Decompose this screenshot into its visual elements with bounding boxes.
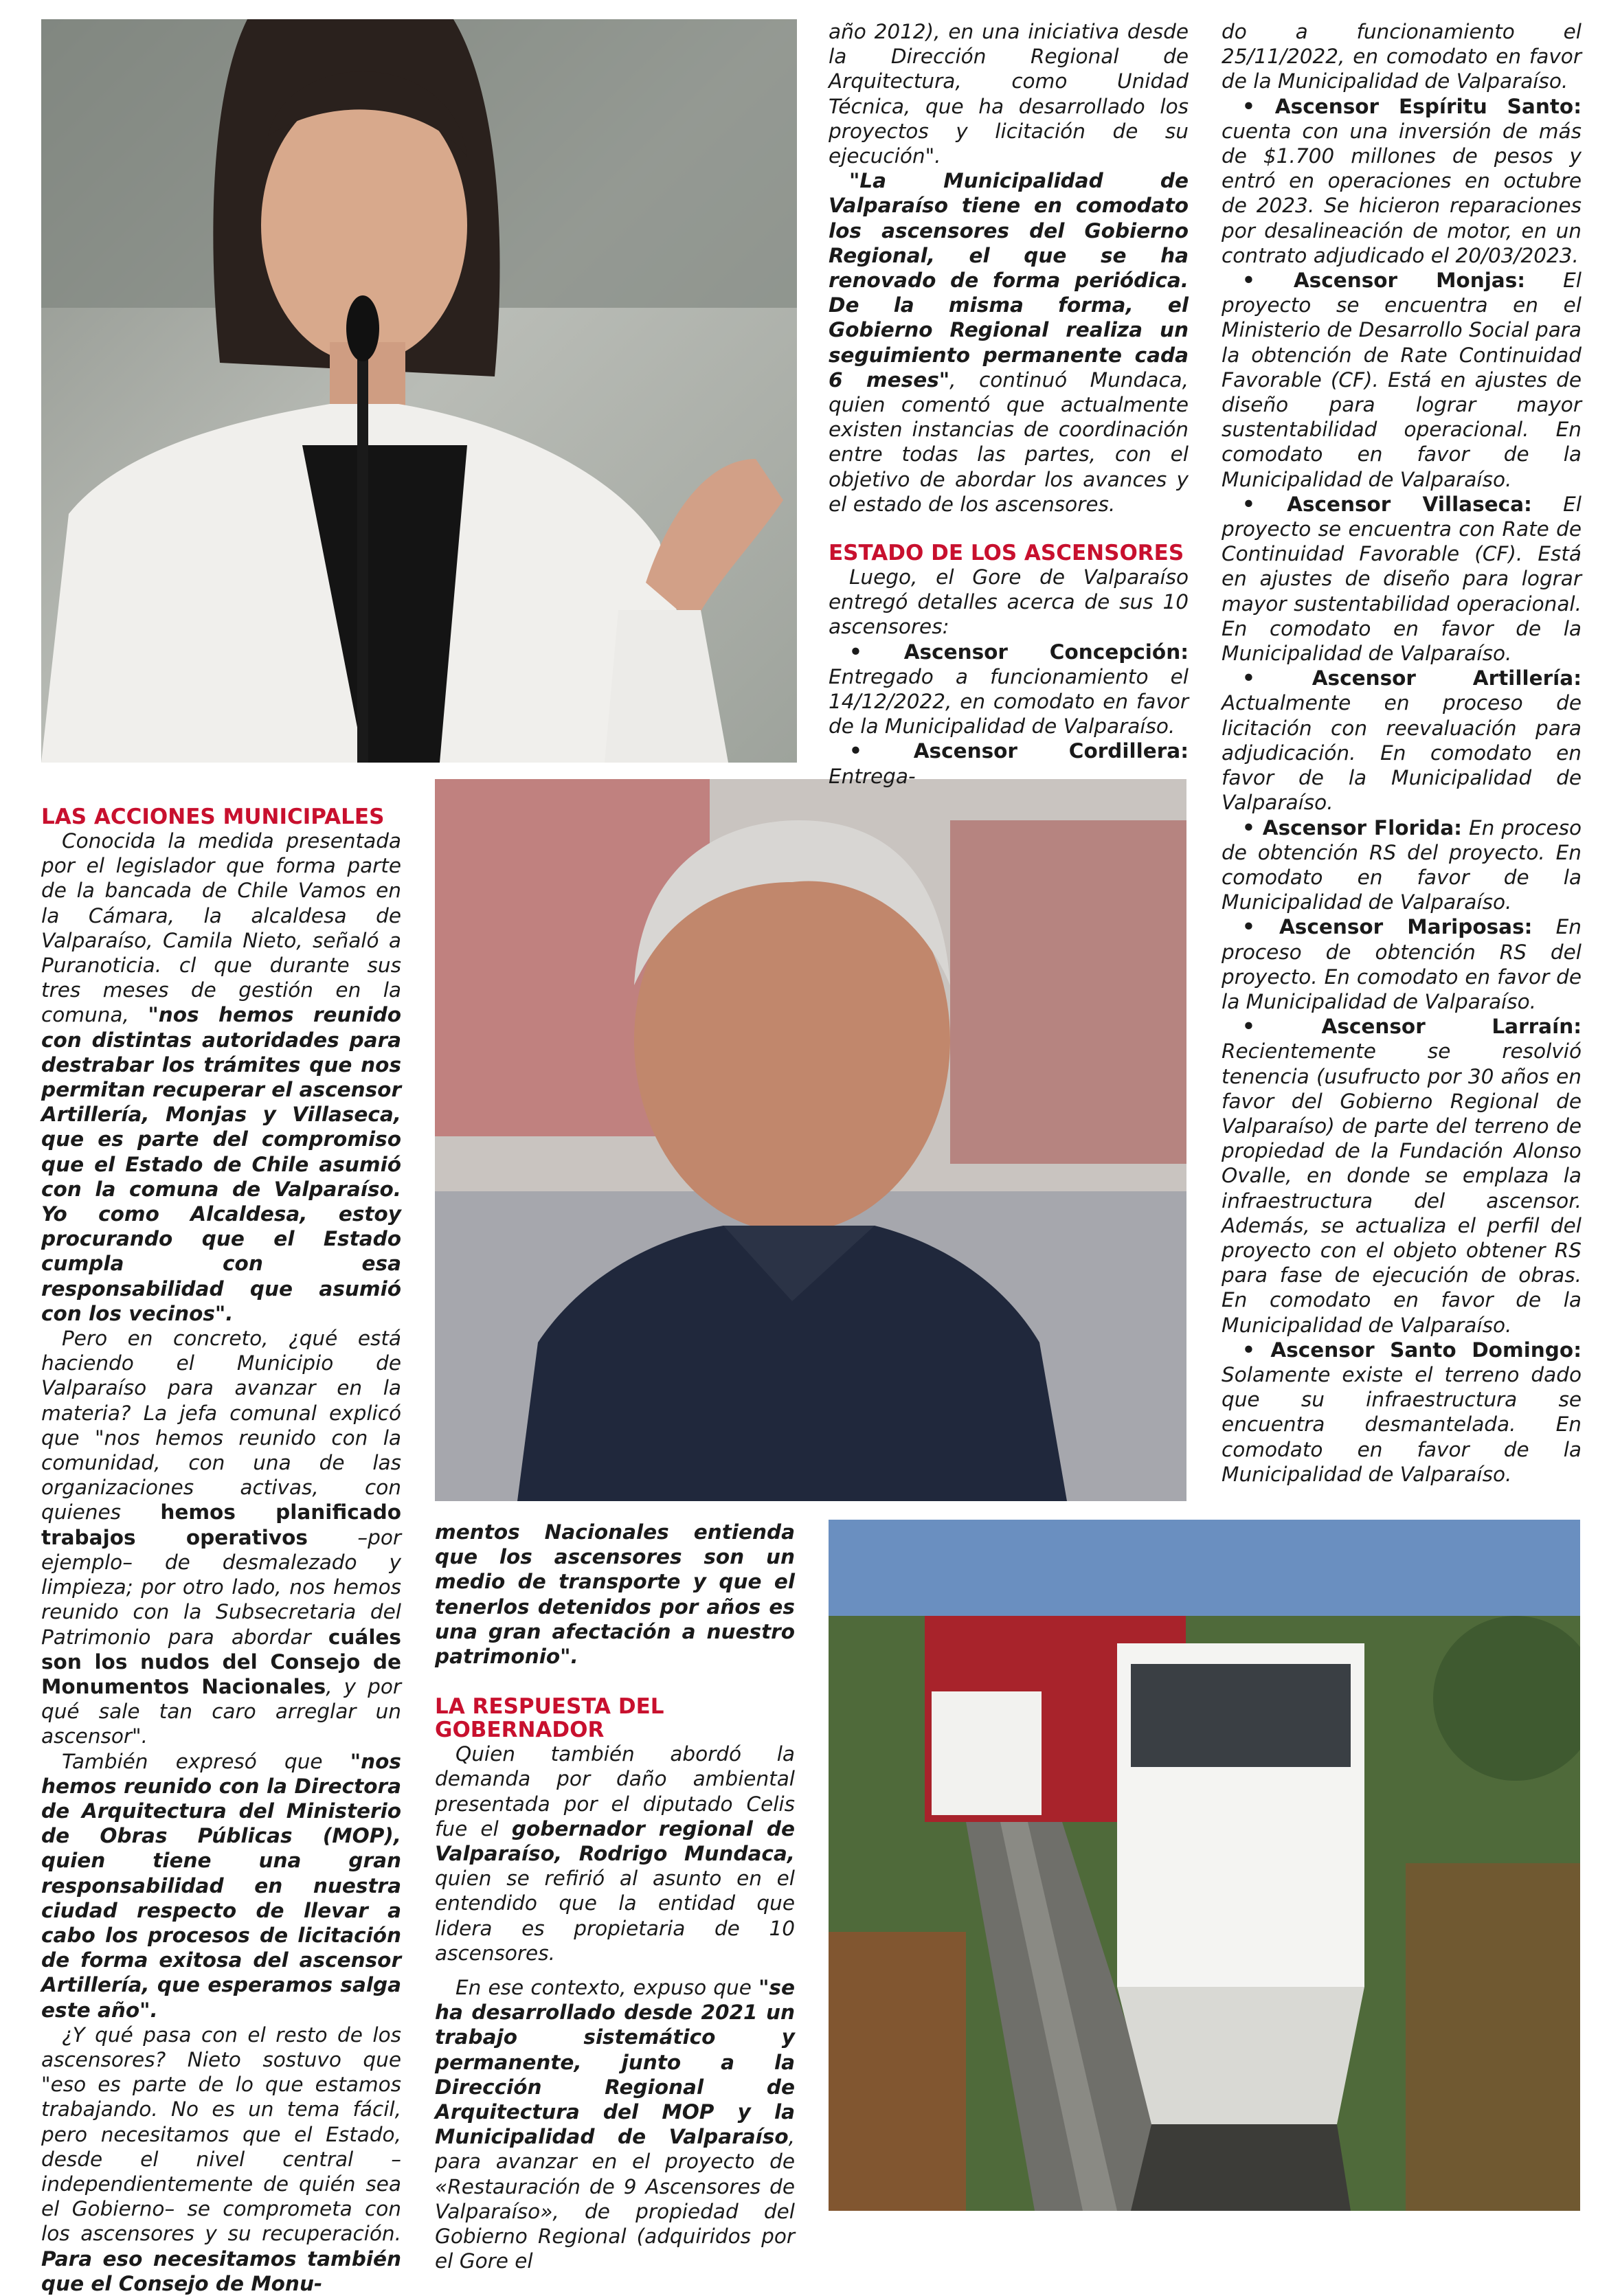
quote-span: "se ha desarrollado desde 2021 un trabajo sistemático y permanente, junto a la Dirección Regional de Arquitectura del MOP y la Municipalidad de Valparaíso [435,1976,795,2149]
paragraph [829,168,1189,517]
list-item [829,739,1189,788]
paragraph [435,1975,795,2273]
text-span: do a funcionamiento el 25/11/2022, en comodato en favor de la Municipalidad de Valparaíso. [1222,20,1582,93]
item-name: • Ascensor Villaseca: [1242,492,1532,516]
column-4 [1222,19,1582,1487]
list-item [1222,914,1582,1014]
bold-span: cuáles son los nudos del Consejo de Monumentos Nacionales [41,1625,401,1698]
quote-span: "La Municipalidad de Valparaíso tiene en comodato los ascensores del Gobierno Regional, el que se ha renovado de forma periódica. De la misma forma, el Gobierno Regional realiza un seguimiento permanente cada 6 meses" [829,169,1189,392]
list-item [1222,94,1582,268]
list-item [1222,815,1582,915]
list-item [1222,666,1582,815]
list-item [1222,1014,1582,1338]
text-span: Conocida la medida presentada por el legislador que forma parte de la bancada de Chile Vamos en la Cámara, la alcaldesa de Valparaíso, Camila Nieto, señaló a Puranoticia. cl que durante sus tres meses de gestión en la comuna, [41,829,401,1027]
item-text: cuenta con una inversión de más de $1.700 millones de pesos y entró en operaciones en octubre de 2023. Se hicieron reparaciones por desalineación de motor, en un contrato adjudicado el 20/03/2023. [1222,119,1582,267]
photo-funicular-graphic [829,1520,1580,2211]
text-span: Pero en concreto, ¿qué está haciendo el Municipio de Valparaíso para avanzar en la materia? La jefa comunal explicó que "nos hemos reunido con la comunidad, con una de las organizaciones activas, con quienes [41,1327,401,1524]
paragraph [41,1749,401,2023]
paragraph [829,565,1189,640]
text-span: Luego, el Gore de Valparaíso entregó detalles acerca de sus 10 ascensores: [829,565,1189,639]
bold-span: gobernador regional de Valparaíso, Rodrigo Mundaca, [435,1816,795,1866]
quote-span: Para eso necesitamos también que el Consejo de Monu- [41,2247,401,2295]
photo-funicular [829,1520,1580,2211]
heading-estado-ascensores: ESTADO DE LOS ASCENSORES [829,541,1184,566]
item-name: • Ascensor Monjas: [1242,269,1526,293]
paragraph [41,1326,401,1748]
item-name: • Ascensor Cordillera: [849,739,1189,763]
paragraph [1222,19,1582,94]
text-span: ¿Y qué pasa con el resto de los ascensores? Nieto sostuvo que "eso es parte de lo que estamos trabajando. No es un tema fácil, pero necesitamos que el Estado, desde el nivel central –independientemente de quién sea el Gobierno– se comprometa con los ascensores y su recuperación. [41,2023,401,2246]
list-item [1222,268,1582,492]
item-name: • Ascensor Espíritu Santo: [1242,94,1582,118]
photo-woman-speaking-graphic [41,19,797,763]
item-text: El proyecto se encuentra en el Ministerio de Desarrollo Social para la obtención de Rate Continuidad Favorable (CF). Está en ajustes de diseño para lograr mayor sustentabilidad operacional. En comodato en favor de la Municipalidad de Valparaíso. [1222,269,1582,491]
paragraph [435,1520,795,1669]
item-name: • Ascensor Larraín: [1242,1015,1582,1039]
heading-respuesta-gobernador: LA RESPUESTA DEL GOBERNADOR [435,1694,664,1743]
text-span: Quien también abordó la demanda por daño ambiental presentada por el diputado Celis fue el [435,1742,795,1841]
column-2 [435,1520,795,2273]
photo-governor-graphic [435,779,1186,1501]
item-text: Entregado a funcionamiento el 14/12/2022, en comodato en favor de la Municipalidad de Valparaíso. [829,664,1189,739]
list-item [1222,492,1582,666]
paragraph [41,829,401,1326]
photo-woman-speaking [41,19,797,763]
list-item [829,640,1189,739]
item-name: • Ascensor Artillería: [1242,666,1582,690]
list-item [1222,1338,1582,1487]
paragraph [41,2023,401,2296]
item-text: Entrega- [829,764,916,788]
text-span: año 2012), en una iniciativa desde la Dirección Regional de Arquitectura, como Unidad Técnica, que ha desarrollado los proyectos y licitación de su ejecución". [829,20,1189,168]
paragraph [829,19,1189,168]
item-text: Solamente existe el terreno dado que su infraestructura se encuentra desmantelada. En comodato en favor de la Municipalidad de Valparaíso. [1222,1362,1582,1486]
item-text: En proceso de obtención RS del proyecto. En comodato en favor de la Municipalidad de Valparaíso. [1222,915,1582,1013]
bold-span: hemos planificado trabajos operativos [41,1500,401,1549]
text-span: En ese contexto, expuso que [455,1976,759,2000]
text-span: , y por qué sale tan caro arreglar un ascensor". [41,1674,401,1748]
paragraph [435,1742,795,1966]
text-span: , continuó Mundaca, quien comentó que actualmente existen instancias de coordinación entre todas las partes, con el objetivo de abordar los avances y el estado de los ascensores. [829,368,1189,516]
item-text: El proyecto se encuentra con Rate de Continuidad Favorable (CF). Está en ajustes de diseño para lograr mayor sustentabilidad operacional. En comodato en favor de la Municipalidad de Valparaíso. [1222,492,1582,666]
item-name: • Ascensor Santo Domingo: [1242,1338,1582,1362]
item-name: • Ascensor Mariposas: [1242,915,1533,939]
text-span: quien se refirió al asunto en el entendido que la entidad que lidera es propietaria de 10 ascensores. [435,1867,795,1965]
item-name: • Ascensor Concepción: [849,640,1189,664]
quote-span: mentos Nacionales entienda que los ascensores son un medio de transporte y que el tenerlos detenidos por años es una gran afectación a nuestro patrimonio". [435,1520,795,1669]
quote-span: "nos hemos reunido con distintas autoridades para destrabar los trámites que nos permitan recuperar el ascensor Artillería, Monjas y Villaseca, que es parte del compromiso que el Estado de Chile asumió con la comuna de Valparaíso. Yo como Alcaldesa, estoy procurando que el Estado cumpla con esa responsabilidad que asumió con los vecinos". [41,1003,402,1325]
item-text: Recientemente se resolvió tenencia (usufructo por 30 años en favor del Gobierno Regional de Valparaíso) de parte del terreno de propiedad de la Fundación Alonso Ovalle, en donde se emplaza la infraestructura del ascensor. Además, se actualiza el perfil del proyecto con el objeto obtener RS para fase de ejecución de obras. En comodato en favor de la Municipalidad de Valparaíso. [1222,1039,1582,1337]
heading-acciones-municipales: LAS ACCIONES MUNICIPALES [41,804,385,829]
item-text: Actualmente en proceso de licitación con reevaluación para adjudicación. En comodato en favor de la Municipalidad de Valparaíso. [1222,691,1582,815]
item-name: • Ascensor Florida: [1242,815,1462,840]
photo-governor [435,779,1186,1501]
quote-span: "nos hemos reunido con la Directora de Arquitectura del Ministerio de Obras Públicas (MOP), quien tiene una gran responsabilidad en nuestra ciudad respecto de llevar a cabo los procesos de licitación de forma exitosa del ascensor Artillería, que esperamos salga este año". [41,1749,401,2022]
text-span: , para avanzar en el proyecto de «Restauración de 9 Ascensores de Valparaíso», de propiedad del Gobierno Regional (adquiridos por el Gore el [435,2125,795,2273]
text-span: También expresó que [62,1749,350,1773]
column-3 [829,19,1189,789]
item-text: En proceso de obtención RS del proyecto. En comodato en favor de la Municipalidad de Valparaíso. [1222,815,1582,914]
text-span: –por ejemplo– de desmalezado y limpieza; por otro lado, nos hemos reunido con la Subsecretaria del Patrimonio para abordar [41,1525,401,1649]
column-1 [41,805,401,2296]
